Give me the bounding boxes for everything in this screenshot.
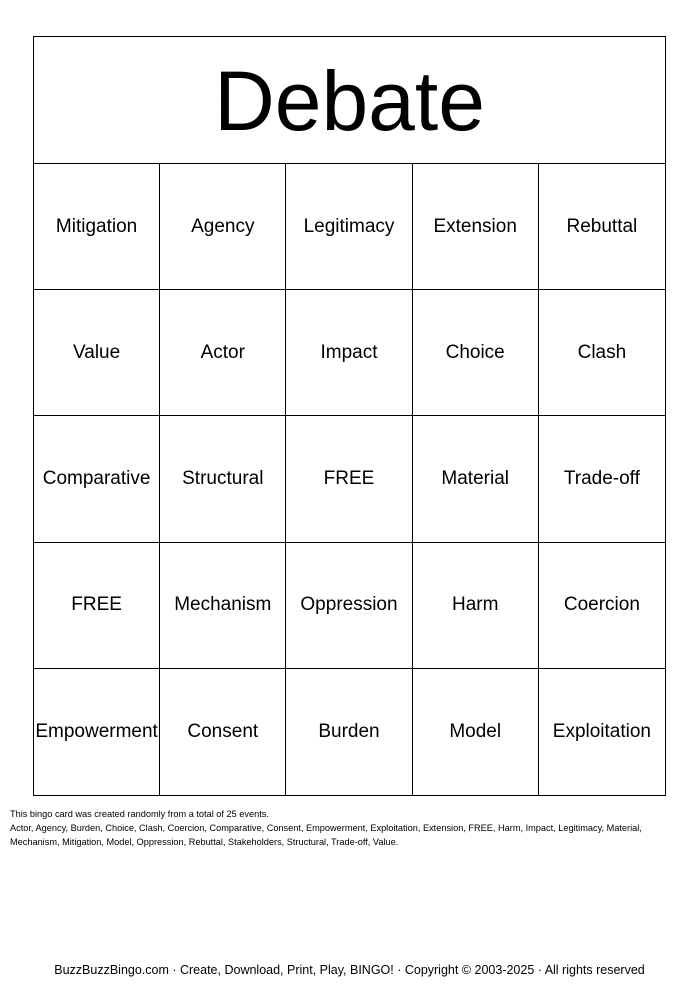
bingo-cell: Trade-off bbox=[539, 416, 665, 542]
bingo-cell: Choice bbox=[413, 290, 539, 416]
bingo-cell: Impact bbox=[286, 290, 412, 416]
bingo-cell: Mitigation bbox=[34, 164, 160, 290]
bingo-cell: Comparative bbox=[34, 416, 160, 542]
bingo-cell: Mechanism bbox=[160, 543, 286, 669]
notes-intro: This bingo card was created randomly from a total of 25 events. bbox=[10, 809, 269, 819]
bingo-cell: Empowerment bbox=[34, 669, 160, 795]
bingo-cell-free: FREE bbox=[286, 416, 412, 542]
bingo-cell: Extension bbox=[413, 164, 539, 290]
page-footer: BuzzBuzzBingo.com · Create, Download, Print, Play, BINGO! · Copyright © 2003-2025 · All rights reserved bbox=[54, 963, 645, 977]
bingo-cell: Coercion bbox=[539, 543, 665, 669]
bingo-cell: Structural bbox=[160, 416, 286, 542]
bingo-cell: Model bbox=[413, 669, 539, 795]
bingo-grid bbox=[34, 164, 665, 795]
bingo-cell: Consent bbox=[160, 669, 286, 795]
bingo-cell: Agency bbox=[160, 164, 286, 290]
bingo-cell: Legitimacy bbox=[286, 164, 412, 290]
card-title: Debate bbox=[214, 54, 485, 148]
bingo-cell: Value bbox=[34, 290, 160, 416]
title-row bbox=[34, 37, 665, 164]
notes-event-list: Actor, Agency, Burden, Choice, Clash, Coercion, Comparative, Consent, Empowerment, Exploitation, Extension, FREE, Harm, Impact, Legitimacy, Material, Mechanism, Mitigation, Model, Oppression, Rebuttal, Stakeholders, Structural, Trade-off, Value. bbox=[10, 823, 642, 847]
bingo-cell: Rebuttal bbox=[539, 164, 665, 290]
bingo-cell: Oppression bbox=[286, 543, 412, 669]
bingo-cell-free: FREE bbox=[34, 543, 160, 669]
bingo-card bbox=[33, 36, 666, 796]
bingo-cell: Actor bbox=[160, 290, 286, 416]
bingo-cell: Clash bbox=[539, 290, 665, 416]
bingo-cell: Burden bbox=[286, 669, 412, 795]
card-notes bbox=[10, 807, 690, 849]
bingo-cell: Harm bbox=[413, 543, 539, 669]
bingo-cell: Material bbox=[413, 416, 539, 542]
bingo-cell: Exploitation bbox=[552, 720, 651, 742]
